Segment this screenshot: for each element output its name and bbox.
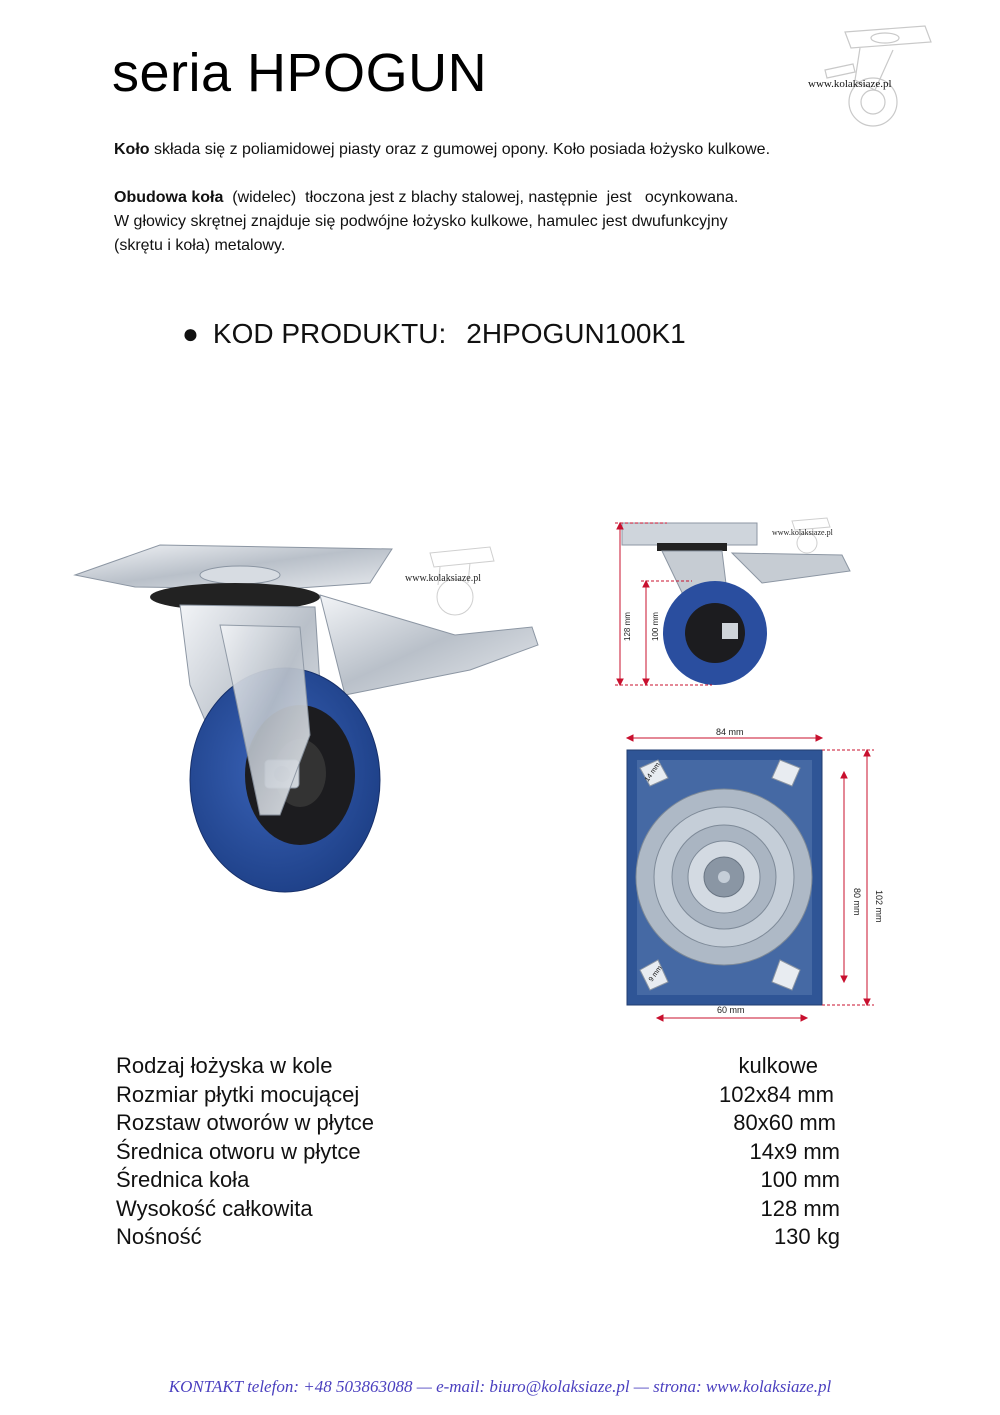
description-wheel: [114, 139, 770, 160]
product-code: [182, 318, 686, 350]
spec-row: [116, 1166, 856, 1195]
spec-value: 102x84 mm: [719, 1081, 834, 1107]
product-photo: [70, 535, 550, 895]
dim-total-height: 128 mm: [623, 612, 632, 641]
side-watermark: www.kolaksiaze.pl: [772, 528, 833, 537]
dim-wheel-diameter: 100 mm: [651, 612, 660, 641]
spec-value: 80x60 mm: [733, 1110, 836, 1135]
spec-label: Średnica koła: [116, 1167, 250, 1192]
product-code-value: 2HPOGUN100K1: [466, 318, 686, 349]
description-housing-bold: Obudowa koła: [114, 189, 224, 206]
spec-label: Rozstaw otworów w płytce: [116, 1110, 374, 1135]
brand-logo: [805, 20, 935, 132]
plate-dimension-drawing: [612, 720, 882, 1030]
description-housing: [114, 186, 874, 258]
spec-value: 128 mm: [760, 1195, 840, 1221]
description-wheel-bold: Koło: [114, 141, 150, 158]
spec-value: kulkowe: [738, 1053, 818, 1078]
footer-contact: KONTAKT telefon: +48 503863088 — e-mail: biuro@kolaksiaze.pl — strona: www.kolaksiaze.pl: [168, 1377, 832, 1396]
side-dimension-drawing: [612, 513, 862, 698]
spec-label: Nośność: [116, 1224, 202, 1249]
spec-label: Rozmiar płytki mocującej: [116, 1081, 360, 1107]
description-housing-line3: (skrętu i koła) metalowy.: [114, 237, 286, 254]
caster-wheel-illustration: [70, 535, 550, 895]
caster-sketch-icon: [805, 20, 935, 132]
photo-watermark: www.kolaksiaze.pl: [405, 573, 481, 584]
logo-text: www.kolaksiaze.pl: [808, 78, 892, 90]
side-view-diagram: [612, 513, 862, 698]
spec-label: Wysokość całkowita: [116, 1195, 313, 1221]
dim-hole-b: 9 mm: [647, 964, 664, 984]
dim-hole-spacing-long: 80 mm: [852, 888, 862, 916]
spec-label: Rodzaj łożyska w kole: [116, 1053, 333, 1078]
product-code-label: KOD PRODUKTU:: [212, 318, 447, 349]
description-housing-line2: W głowicy skrętnej znajduje się podwójne łożysko kulkowe, hamulec jest dwufunkcyjny: [114, 213, 728, 230]
bullet-icon: ●: [182, 318, 199, 349]
spec-row: [116, 1052, 856, 1081]
spec-row: [116, 1223, 856, 1252]
spec-value: 100 mm: [760, 1167, 840, 1192]
spec-row: [116, 1138, 856, 1167]
spec-table: [116, 1052, 856, 1252]
dim-hole-spacing-short: 60 mm: [717, 1005, 745, 1015]
page-title: seria HPOGUN: [112, 43, 488, 103]
spec-row: [116, 1081, 856, 1110]
dim-plate-length: 102 mm: [874, 890, 884, 923]
plate-top-view-diagram: [612, 720, 882, 1030]
spec-row: [116, 1195, 856, 1224]
description-housing-line1: (widelec) tłoczona jest z blachy stalowej, następnie jest ocynkowana.: [223, 189, 739, 206]
spec-label: Średnica otworu w płytce: [116, 1138, 361, 1164]
spec-row: [116, 1109, 856, 1138]
spec-value: 130 kg: [773, 1224, 840, 1249]
description-wheel-text: składa się z poliamidowej piasty oraz z gumowej opony. Koło posiada łożysko kulkowe.: [149, 141, 771, 158]
spec-value: 14x9 mm: [749, 1138, 840, 1164]
dim-plate-width: 84 mm: [716, 727, 744, 737]
dim-hole-a: 14 mm: [643, 761, 662, 784]
